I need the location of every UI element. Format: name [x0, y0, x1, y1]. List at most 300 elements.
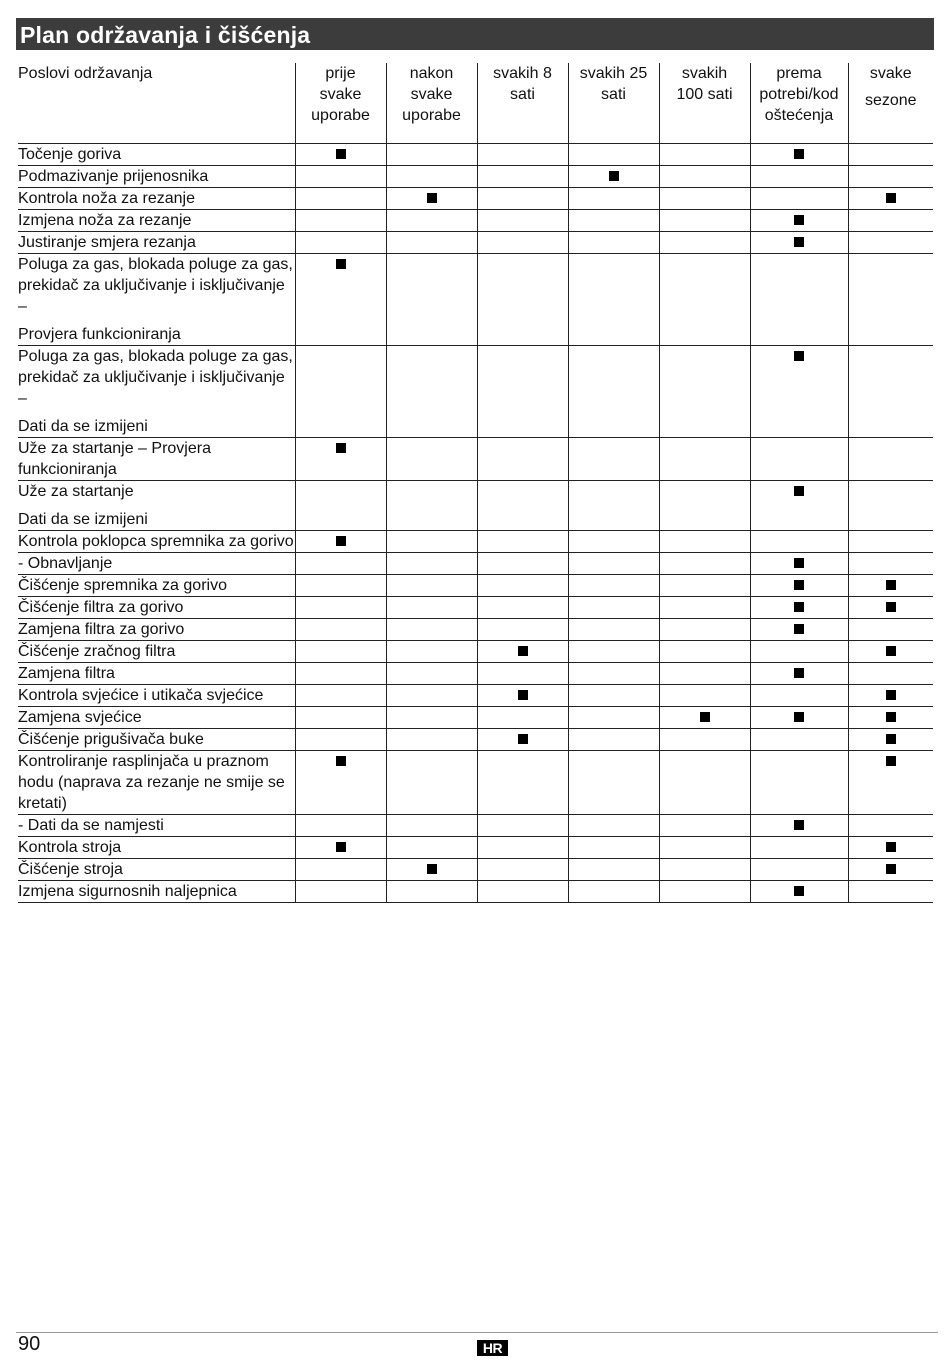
frequency-column-header: [659, 63, 750, 144]
task-label: Kontroliranje rasplinjača u praznom hodu (naprava za rezanje ne smije se kretati): [18, 753, 285, 812]
frequency-header-line: uporabe: [402, 107, 461, 124]
task-label: Kontrola stroja: [18, 839, 122, 856]
schedule-cell: [568, 641, 659, 663]
schedule-mark-icon: [886, 580, 896, 590]
table-body: [18, 144, 933, 903]
schedule-cell: [477, 597, 568, 619]
frequency-header-line: svakih: [681, 65, 728, 82]
task-cell: [18, 707, 295, 729]
task-cell: [18, 751, 295, 815]
schedule-cell: [659, 881, 750, 903]
task-cell: [18, 166, 295, 188]
schedule-cell: [477, 859, 568, 881]
schedule-mark-icon: [336, 842, 346, 852]
schedule-cell: [477, 232, 568, 254]
schedule-cell: [386, 166, 477, 188]
schedule-mark-icon: [336, 443, 346, 453]
task-label: Dati da se izmijeni: [18, 511, 148, 528]
schedule-cell: [386, 707, 477, 729]
schedule-cell: [295, 881, 386, 903]
schedule-cell: [659, 663, 750, 685]
task-label: Čišćenje filtra za gorivo: [18, 599, 184, 616]
task-cell: [18, 232, 295, 254]
schedule-cell: [848, 729, 933, 751]
schedule-cell: [848, 707, 933, 729]
task-label: Zamjena filtra: [18, 665, 115, 682]
schedule-cell: [848, 346, 933, 438]
schedule-cell: [386, 210, 477, 232]
task-label: Provjera funkcioniranja: [18, 326, 181, 343]
task-cell: [18, 346, 295, 438]
schedule-cell: [477, 254, 568, 346]
table-row: [18, 707, 933, 729]
schedule-cell: [386, 859, 477, 881]
schedule-cell: [386, 531, 477, 553]
task-cell: [18, 815, 295, 837]
schedule-cell: [750, 188, 848, 210]
schedule-cell: [295, 729, 386, 751]
schedule-cell: [295, 751, 386, 815]
schedule-cell: [386, 553, 477, 575]
schedule-cell: [659, 815, 750, 837]
table-row: [18, 232, 933, 254]
schedule-cell: [848, 210, 933, 232]
schedule-cell: [659, 685, 750, 707]
frequency-column-header: [568, 63, 659, 144]
schedule-cell: [750, 859, 848, 881]
schedule-mark-icon: [518, 646, 528, 656]
schedule-cell: [848, 481, 933, 531]
task-cell: [18, 881, 295, 903]
schedule-cell: [659, 597, 750, 619]
schedule-mark-icon: [518, 690, 528, 700]
page-number: 90: [18, 1333, 41, 1355]
schedule-cell: [386, 815, 477, 837]
schedule-cell: [568, 481, 659, 531]
schedule-cell: [386, 144, 477, 166]
schedule-cell: [848, 837, 933, 859]
schedule-mark-icon: [886, 602, 896, 612]
schedule-cell: [568, 619, 659, 641]
schedule-cell: [295, 707, 386, 729]
schedule-cell: [477, 837, 568, 859]
schedule-cell: [295, 641, 386, 663]
schedule-cell: [295, 685, 386, 707]
task-cell: [18, 729, 295, 751]
frequency-column-header: [477, 63, 568, 144]
task-label: Čišćenje zračnog filtra: [18, 643, 176, 660]
schedule-cell: [568, 531, 659, 553]
task-label: Podmazivanje prijenosnika: [18, 168, 209, 185]
task-label: Čišćenje prigušivača buke: [18, 731, 204, 748]
schedule-cell: [848, 144, 933, 166]
task-label: Čišćenje spremnika za gorivo: [18, 577, 227, 594]
schedule-cell: [477, 815, 568, 837]
schedule-cell: [386, 188, 477, 210]
schedule-cell: [568, 815, 659, 837]
schedule-cell: [750, 815, 848, 837]
frequency-header-line: sati: [601, 86, 626, 103]
schedule-cell: [295, 346, 386, 438]
schedule-cell: [295, 481, 386, 531]
schedule-cell: [295, 859, 386, 881]
schedule-mark-icon: [794, 486, 804, 496]
footer-divider: [16, 1332, 938, 1333]
task-label: Dati da se izmijeni: [18, 418, 148, 435]
schedule-mark-icon: [794, 215, 804, 225]
task-label: Poluga za gas, blokada poluge za gas, prekidač za uključivanje i isključivanje –: [18, 256, 293, 315]
task-cell: [18, 254, 295, 346]
schedule-cell: [386, 438, 477, 481]
schedule-mark-icon: [794, 558, 804, 568]
schedule-cell: [477, 144, 568, 166]
schedule-cell: [568, 210, 659, 232]
schedule-mark-icon: [794, 580, 804, 590]
table-row: [18, 346, 933, 438]
task-cell: [18, 481, 295, 531]
task-label: - Dati da se namjesti: [18, 817, 164, 834]
schedule-cell: [750, 232, 848, 254]
task-cell: [18, 685, 295, 707]
schedule-cell: [477, 553, 568, 575]
schedule-mark-icon: [886, 842, 896, 852]
schedule-cell: [295, 619, 386, 641]
schedule-cell: [568, 729, 659, 751]
schedule-mark-icon: [336, 536, 346, 546]
schedule-cell: [848, 751, 933, 815]
schedule-cell: [295, 837, 386, 859]
schedule-cell: [659, 166, 750, 188]
schedule-cell: [568, 346, 659, 438]
task-label: Zamjena filtra za gorivo: [18, 621, 185, 638]
frequency-header-line: prije: [325, 65, 356, 82]
table-row: [18, 641, 933, 663]
task-cell: [18, 575, 295, 597]
task-cell: [18, 438, 295, 481]
schedule-cell: [848, 619, 933, 641]
schedule-mark-icon: [794, 149, 804, 159]
task-cell: [18, 210, 295, 232]
schedule-cell: [568, 166, 659, 188]
task-cell: [18, 663, 295, 685]
schedule-cell: [477, 663, 568, 685]
schedule-mark-icon: [886, 756, 896, 766]
schedule-cell: [659, 553, 750, 575]
schedule-cell: [750, 210, 848, 232]
schedule-cell: [295, 663, 386, 685]
frequency-header-line: sezone: [864, 92, 917, 109]
schedule-cell: [848, 188, 933, 210]
schedule-cell: [295, 210, 386, 232]
schedule-mark-icon: [886, 646, 896, 656]
task-label: Uže za startanje: [18, 483, 134, 500]
schedule-cell: [568, 144, 659, 166]
schedule-mark-icon: [700, 712, 710, 722]
schedule-cell: [477, 346, 568, 438]
schedule-cell: [848, 575, 933, 597]
schedule-mark-icon: [886, 712, 896, 722]
schedule-cell: [750, 553, 848, 575]
table-row: [18, 210, 933, 232]
schedule-cell: [477, 707, 568, 729]
schedule-cell: [295, 531, 386, 553]
schedule-cell: [750, 254, 848, 346]
schedule-cell: [848, 663, 933, 685]
table-row: [18, 729, 933, 751]
schedule-mark-icon: [794, 668, 804, 678]
schedule-cell: [477, 210, 568, 232]
schedule-cell: [848, 166, 933, 188]
schedule-cell: [568, 254, 659, 346]
schedule-mark-icon: [427, 193, 437, 203]
schedule-cell: [568, 707, 659, 729]
schedule-cell: [659, 837, 750, 859]
schedule-cell: [295, 597, 386, 619]
frequency-header-line: potrebi/kod: [759, 86, 839, 103]
schedule-cell: [659, 188, 750, 210]
page-title: Plan održavanja i čišćenja: [16, 18, 934, 50]
task-label: Izmjena sigurnosnih naljepnica: [18, 883, 237, 900]
schedule-mark-icon: [336, 149, 346, 159]
schedule-cell: [295, 188, 386, 210]
schedule-cell: [477, 481, 568, 531]
table-row: [18, 597, 933, 619]
schedule-cell: [568, 859, 659, 881]
schedule-cell: [386, 881, 477, 903]
schedule-cell: [659, 619, 750, 641]
task-cell: [18, 619, 295, 641]
schedule-cell: [386, 575, 477, 597]
schedule-cell: [750, 346, 848, 438]
schedule-cell: [386, 729, 477, 751]
schedule-cell: [386, 663, 477, 685]
schedule-cell: [659, 144, 750, 166]
schedule-cell: [568, 188, 659, 210]
schedule-cell: [659, 641, 750, 663]
task-cell: [18, 531, 295, 553]
schedule-cell: [750, 707, 848, 729]
frequency-column-header: [295, 63, 386, 144]
schedule-cell: [477, 575, 568, 597]
maintenance-table: [18, 63, 933, 903]
schedule-cell: [477, 619, 568, 641]
frequency-header-line: svake: [319, 86, 362, 103]
schedule-mark-icon: [794, 237, 804, 247]
schedule-mark-icon: [794, 712, 804, 722]
schedule-mark-icon: [336, 756, 346, 766]
schedule-cell: [386, 597, 477, 619]
table-header-row: [18, 63, 933, 144]
schedule-cell: [659, 481, 750, 531]
schedule-mark-icon: [518, 734, 528, 744]
schedule-cell: [750, 597, 848, 619]
frequency-header-line: svakih 8: [493, 65, 552, 82]
frequency-header-line: svake: [410, 86, 453, 103]
frequency-header-line: prema: [776, 65, 822, 82]
task-cell: [18, 144, 295, 166]
table-row: [18, 188, 933, 210]
schedule-cell: [295, 553, 386, 575]
schedule-cell: [750, 663, 848, 685]
table-row: [18, 575, 933, 597]
task-label: Kontrola noža za rezanje: [18, 190, 195, 207]
schedule-cell: [750, 619, 848, 641]
task-label: Točenje goriva: [18, 146, 122, 163]
schedule-cell: [386, 232, 477, 254]
schedule-cell: [568, 685, 659, 707]
schedule-cell: [750, 881, 848, 903]
frequency-header-line: oštećenja: [764, 107, 834, 124]
schedule-cell: [750, 729, 848, 751]
frequency-header-line: svakih 25: [579, 65, 648, 82]
task-cell: [18, 837, 295, 859]
schedule-cell: [750, 531, 848, 553]
table-row: [18, 751, 933, 815]
schedule-cell: [295, 254, 386, 346]
schedule-cell: [848, 641, 933, 663]
table-row: [18, 663, 933, 685]
schedule-cell: [386, 254, 477, 346]
task-cell: [18, 641, 295, 663]
task-label: Čišćenje stroja: [18, 861, 123, 878]
schedule-cell: [750, 438, 848, 481]
schedule-cell: [659, 751, 750, 815]
schedule-mark-icon: [794, 820, 804, 830]
schedule-cell: [477, 531, 568, 553]
schedule-cell: [295, 232, 386, 254]
schedule-cell: [659, 531, 750, 553]
schedule-cell: [659, 210, 750, 232]
table-row: [18, 859, 933, 881]
schedule-cell: [295, 575, 386, 597]
table-row: [18, 837, 933, 859]
schedule-cell: [848, 815, 933, 837]
task-cell: [18, 553, 295, 575]
schedule-mark-icon: [886, 690, 896, 700]
schedule-cell: [750, 751, 848, 815]
table-row: [18, 531, 933, 553]
table-row: [18, 815, 933, 837]
schedule-cell: [295, 438, 386, 481]
schedule-cell: [295, 166, 386, 188]
table-row: [18, 254, 933, 346]
schedule-mark-icon: [609, 171, 619, 181]
schedule-cell: [848, 254, 933, 346]
schedule-cell: [750, 166, 848, 188]
schedule-cell: [659, 254, 750, 346]
task-label: Zamjena svjećice: [18, 709, 142, 726]
task-cell: [18, 859, 295, 881]
task-label: Justiranje smjera rezanja: [18, 234, 196, 251]
task-label: Izmjena noža za rezanje: [18, 212, 192, 229]
frequency-header-line: 100 sati: [676, 86, 733, 103]
schedule-cell: [659, 438, 750, 481]
table-row: [18, 144, 933, 166]
schedule-cell: [477, 188, 568, 210]
schedule-mark-icon: [886, 864, 896, 874]
schedule-mark-icon: [794, 624, 804, 634]
table-row: [18, 166, 933, 188]
schedule-cell: [386, 837, 477, 859]
schedule-cell: [659, 729, 750, 751]
schedule-cell: [477, 641, 568, 663]
schedule-cell: [386, 685, 477, 707]
frequency-column-header: [750, 63, 848, 144]
schedule-cell: [386, 346, 477, 438]
schedule-cell: [386, 751, 477, 815]
schedule-cell: [477, 685, 568, 707]
schedule-cell: [848, 438, 933, 481]
table-row: [18, 481, 933, 531]
frequency-header-line: uporabe: [311, 107, 370, 124]
schedule-cell: [659, 859, 750, 881]
frequency-header-line: sati: [510, 86, 535, 103]
task-column-header: Poslovi održavanja: [18, 63, 295, 144]
schedule-cell: [659, 346, 750, 438]
schedule-cell: [477, 729, 568, 751]
schedule-mark-icon: [886, 734, 896, 744]
schedule-cell: [295, 815, 386, 837]
schedule-cell: [568, 663, 659, 685]
frequency-column-header: [386, 63, 477, 144]
schedule-cell: [750, 641, 848, 663]
schedule-cell: [750, 144, 848, 166]
schedule-cell: [568, 751, 659, 815]
language-badge: HR: [477, 1340, 508, 1356]
schedule-cell: [750, 685, 848, 707]
task-label: Uže za startanje – Provjera funkcioniranja: [18, 440, 211, 478]
schedule-cell: [386, 619, 477, 641]
schedule-cell: [477, 438, 568, 481]
schedule-cell: [848, 685, 933, 707]
task-cell: [18, 597, 295, 619]
schedule-cell: [477, 166, 568, 188]
task-label: Kontrola poklopca spremnika za gorivo: [18, 533, 294, 550]
task-label: - Obnavljanje: [18, 555, 113, 572]
schedule-cell: [295, 144, 386, 166]
schedule-cell: [750, 481, 848, 531]
schedule-cell: [848, 232, 933, 254]
schedule-cell: [848, 531, 933, 553]
table-row: [18, 685, 933, 707]
task-label: Poluga za gas, blokada poluge za gas, prekidač za uključivanje i isključivanje –: [18, 348, 293, 407]
schedule-cell: [659, 232, 750, 254]
schedule-cell: [568, 597, 659, 619]
schedule-cell: [386, 641, 477, 663]
schedule-cell: [659, 575, 750, 597]
task-label: Kontrola svjećice i utikača svjećice: [18, 687, 264, 704]
schedule-cell: [568, 438, 659, 481]
table-row: [18, 881, 933, 903]
schedule-mark-icon: [794, 351, 804, 361]
schedule-cell: [386, 481, 477, 531]
frequency-header-line: nakon: [409, 65, 454, 82]
schedule-cell: [659, 707, 750, 729]
table-row: [18, 438, 933, 481]
schedule-mark-icon: [427, 864, 437, 874]
schedule-cell: [568, 232, 659, 254]
schedule-cell: [750, 837, 848, 859]
schedule-mark-icon: [336, 259, 346, 269]
schedule-cell: [848, 859, 933, 881]
table-row: [18, 553, 933, 575]
schedule-cell: [848, 553, 933, 575]
schedule-cell: [750, 575, 848, 597]
schedule-cell: [568, 553, 659, 575]
schedule-cell: [568, 575, 659, 597]
task-cell: [18, 188, 295, 210]
schedule-cell: [477, 881, 568, 903]
